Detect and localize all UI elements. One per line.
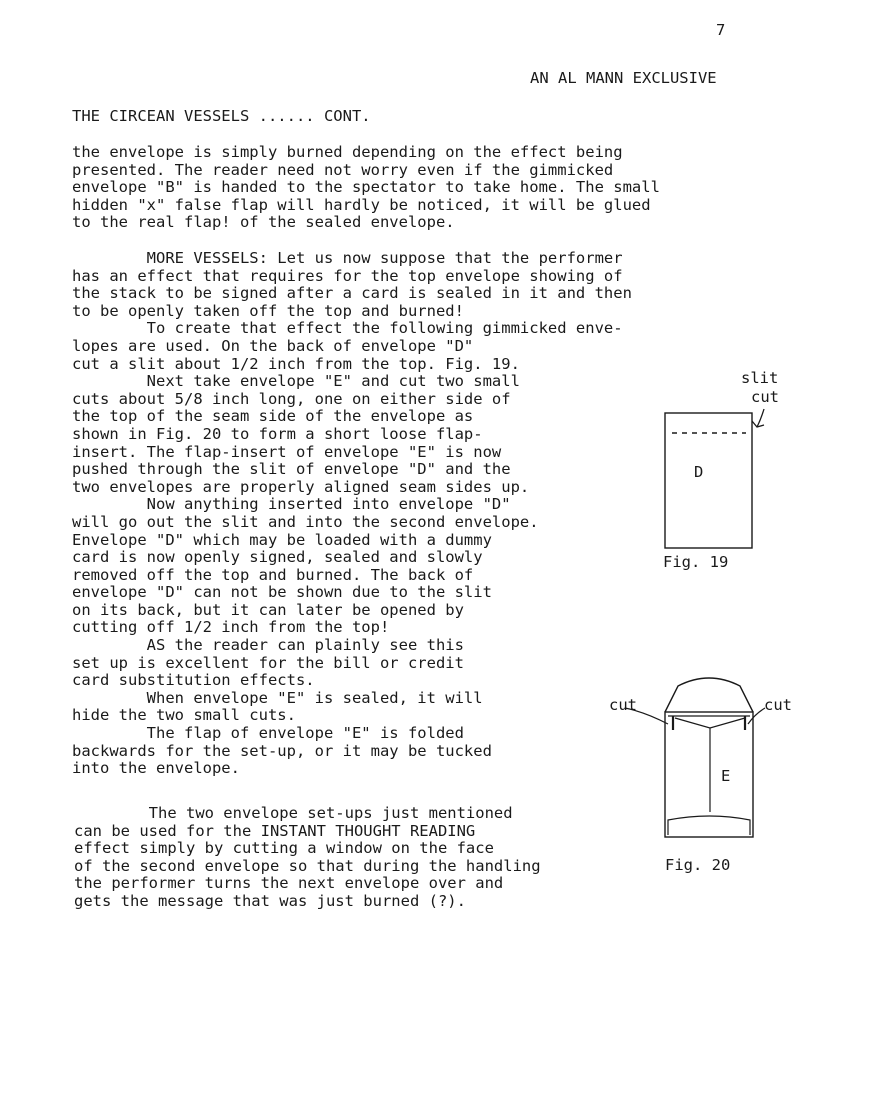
fig20-envelope-diagram (620, 670, 770, 845)
header-exclusive: AN AL MANN EXCLUSIVE (530, 69, 717, 87)
paragraph-3: The two envelope set-ups just mentioned can be used for the INSTANT THOUGHT READING effect simply by cutting a window on the face of the second envelope so that during the handling the performer turns the next envelope over and gets the message that was just burned (?). (74, 804, 541, 910)
paragraph-2: MORE VESSELS: Let us now suppose that the performer has an effect that requires for the top envelope showing of the stack to be signed after a card is sealed in it and then to be openly taken off the top and burned! To create that effect the following gimmicked enve- lopes are used. On the back of envelope "D" cut a slit about 1/2 inch from the top. Fig. 19. Next take envelope "E" and cut two small cuts about 5/8 inch long, one on either side of the top of the seam side of the envelope as shown in Fig. 20 to form a short loose flap- insert. The flap-insert of envelope "E" is now pushed through the slit of envelope "D" and the two envelopes are properly aligned seam sides up. Now anything inserted into envelope "D" will go out the slit and into the second envelope. Envelope "D" which may be loaded with a dummy card is now openly signed, sealed and slowly removed off the top and burned. The back of envelope "D" can not be shown due to the slit on its back, but it can later be opened by cutting off 1/2 inch from the top! AS the reader can plainly see this set up is excellent for the bill or credit card substitution effects. When envelope "E" is sealed, it will hide the two small cuts. The flap of envelope "E" is folded backwards for the set-up, or it may be tucked into the envelope. (72, 249, 632, 778)
fig20-caption: Fig. 20 (665, 856, 731, 874)
paragraph-1: the envelope is simply burned depending on the effect being presented. The reader need not worry even if the gimmicked envelope "B" is handed to the spectator to take home. The small hidden "x" false flap will hardly be noticed, it will be glued to the real flap! of the sealed envelope. (72, 143, 660, 232)
fig19-slit-label: slit (741, 369, 779, 387)
fig19-caption: Fig. 19 (663, 553, 729, 571)
fig20-cut-right-label: cut (764, 696, 792, 714)
fig19-envelope-diagram (660, 405, 770, 545)
fig20-cut-left-label: cut (609, 696, 637, 714)
fig19-cut-label: cut (751, 388, 779, 406)
page-number: 7 (716, 21, 726, 39)
section-title: THE CIRCEAN VESSELS ...... CONT. (72, 107, 371, 125)
fig19-envelope-letter: D (694, 463, 704, 481)
fig20-envelope-letter: E (721, 767, 731, 785)
